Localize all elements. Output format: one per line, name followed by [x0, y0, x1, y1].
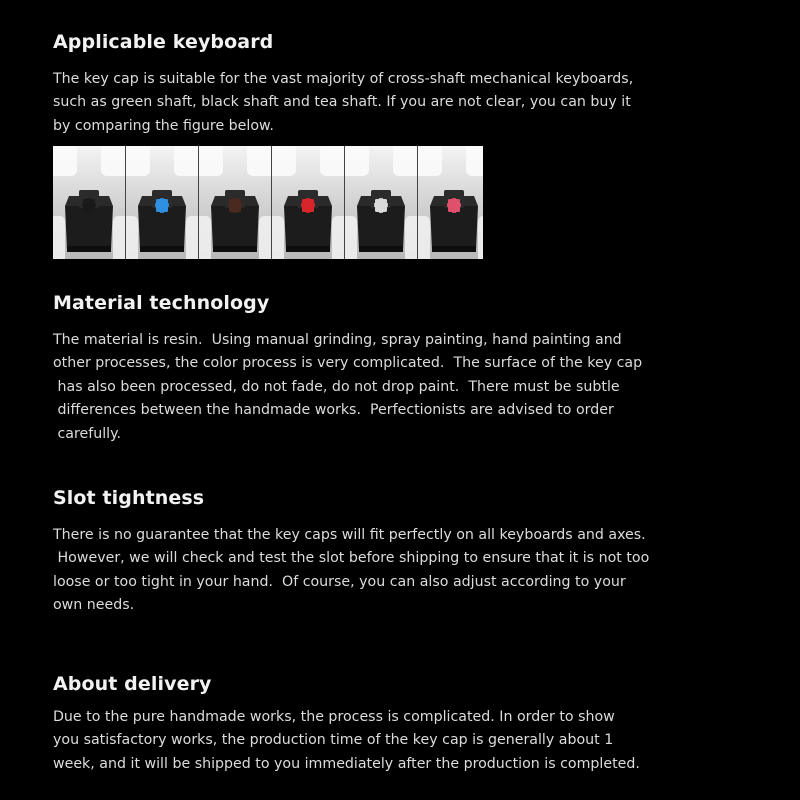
- body-line: The material is resin. Using manual grinding, spray painting, hand painting and: [53, 332, 622, 348]
- switch-red: [272, 146, 345, 259]
- switch-stem: [155, 198, 169, 213]
- body-line: own needs.: [53, 597, 135, 614]
- body-line: The key cap is suitable for the vast majority of cross-shaft mechanical keyboards,: [53, 71, 634, 87]
- body-line: by comparing the figure below.: [53, 117, 274, 134]
- switch-black: [53, 146, 126, 259]
- section-body: [53, 329, 653, 446]
- switch-blue: [126, 146, 199, 259]
- section-body: [53, 524, 653, 618]
- body-line: carefully.: [53, 425, 122, 442]
- body-line: week, and it will be shipped to you immediately after the production is completed.: [53, 755, 640, 772]
- switch-stem: [301, 198, 315, 213]
- switch-brown: [199, 146, 272, 259]
- section-title: Slot tightness: [53, 487, 205, 509]
- section-body: [53, 68, 653, 138]
- switch-stem: [82, 198, 96, 213]
- switch-comparison-image: [53, 146, 483, 259]
- switch-stem: [447, 198, 461, 213]
- switch-stem: [374, 198, 388, 213]
- section-title: Applicable keyboard: [53, 31, 274, 53]
- section-title: Material technology: [53, 292, 270, 314]
- switch-stem: [228, 198, 242, 213]
- section-body: [53, 706, 653, 776]
- section-applicable-keyboard: [53, 30, 653, 138]
- body-line: However, we will check and test the slot before shipping to ensure that it is not too: [53, 550, 650, 567]
- body-line: Due to the pure handmade works, the process is complicated. In order to show: [53, 709, 615, 725]
- section-material-technology: [53, 291, 653, 446]
- section-about-delivery: [53, 672, 653, 776]
- body-line: loose or too tight in your hand. Of course, you can also adjust according to your: [53, 573, 626, 590]
- body-line: you satisfactory works, the production time of the key cap is generally about 1: [53, 732, 614, 749]
- body-line: such as green shaft, black shaft and tea shaft. If you are not clear, you can buy it: [53, 94, 631, 111]
- body-line: differences between the handmade works. Perfectionists are advised to order: [53, 402, 614, 419]
- switch-pink: [418, 146, 483, 259]
- section-slot-tightness: [53, 486, 653, 618]
- body-line: There is no guarantee that the key caps will fit perfectly on all keyboards and axes.: [53, 527, 646, 543]
- body-line: has also been processed, do not fade, do not drop paint. There must be subtle: [53, 378, 620, 395]
- body-line: other processes, the color process is very complicated. The surface of the key cap: [53, 355, 643, 372]
- section-title: About delivery: [53, 673, 212, 695]
- switch-clear: [345, 146, 418, 259]
